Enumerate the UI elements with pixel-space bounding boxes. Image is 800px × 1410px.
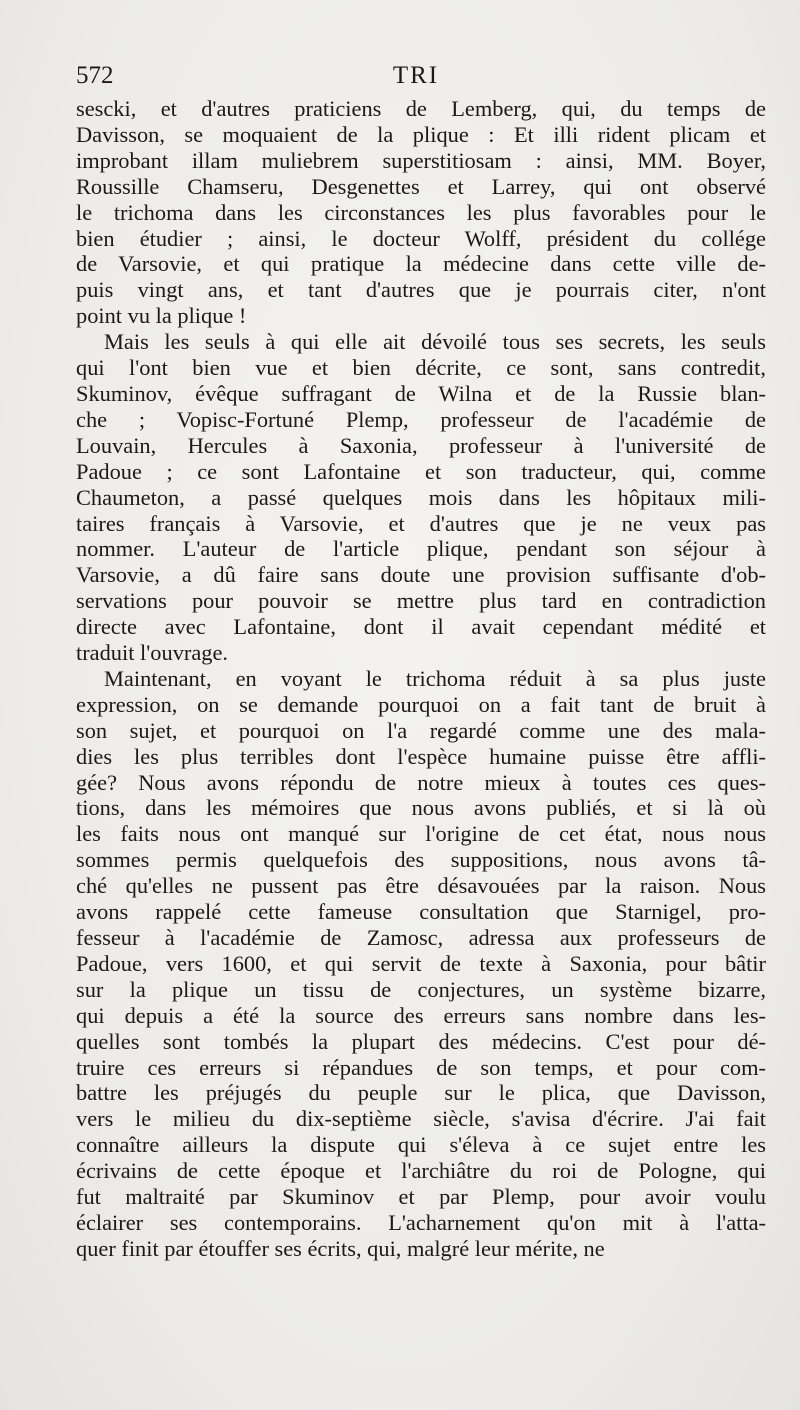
text-line: Louvain, Hercules à Saxonia, professeur à l'université de bbox=[76, 432, 766, 458]
text-line: truire ces erreurs si répandues de son temps, et pour com- bbox=[76, 1054, 766, 1080]
text-line: puis vingt ans, et tant d'autres que je pourrais citer, n'ont bbox=[76, 277, 766, 303]
text-line: Mais les seuls à qui elle ait dévoilé tous ses secrets, les seuls bbox=[104, 329, 766, 355]
text-line: vers le milieu du dix-septième siècle, s'avisa d'écrire. J'ai fait bbox=[76, 1106, 766, 1132]
paragraph bbox=[76, 329, 766, 666]
text-line: qui depuis a été la source des erreurs sans nombre dans les- bbox=[76, 1002, 766, 1028]
text-line: quelles sont tombés la plupart des médecins. C'est pour dé- bbox=[76, 1028, 766, 1054]
text-line: sescki, et d'autres praticiens de Lemberg, qui, du temps de bbox=[76, 96, 766, 121]
text-line: Varsovie, a dû faire sans doute une provision suffisante d'ob- bbox=[76, 562, 766, 588]
text-line: Skuminov, évêque suffragant de Wilna et de la Russie blan- bbox=[76, 380, 766, 406]
paragraph bbox=[76, 666, 766, 1262]
text-line: che ; Vopisc-Fortuné Plemp, professeur de l'académie de bbox=[76, 406, 766, 432]
text-line: Padoue ; ce sont Lafontaine et son traducteur, qui, comme bbox=[76, 458, 766, 484]
text-line: le trichoma dans les circonstances les plus favorables pour le bbox=[76, 199, 766, 225]
text-line: quer finit par étouffer ses écrits, qui, malgré leur mérite, ne bbox=[76, 1235, 605, 1261]
body-text bbox=[76, 96, 766, 1262]
text-line: gée? Nous avons répondu de notre mieux à toutes ces ques- bbox=[76, 769, 766, 795]
text-line: nommer. L'auteur de l'article plique, pendant son séjour à bbox=[76, 536, 766, 562]
text-line: battre les préjugés du peuple sur le plica, que Davisson, bbox=[76, 1080, 766, 1106]
text-line: son sujet, et pourquoi on l'a regardé comme une des mala- bbox=[76, 717, 766, 743]
text-line: fut maltraité par Skuminov et par Plemp, pour avoir voulu bbox=[76, 1184, 766, 1210]
text-line: éclairer ses contemporains. L'acharnement qu'on mit à l'atta- bbox=[76, 1209, 766, 1235]
text-line: de Varsovie, et qui pratique la médecine dans cette ville de- bbox=[76, 251, 766, 277]
text-line: Davisson, se moquaient de la plique : Et illi rident plicam et bbox=[76, 121, 766, 147]
text-line: les faits nous ont manqué sur l'origine de cet état, nous nous bbox=[76, 821, 766, 847]
page-header bbox=[76, 62, 756, 92]
text-line: ché qu'elles ne pussent pas être désavouées par la raison. Nous bbox=[76, 873, 766, 899]
text-line: taires français à Varsovie, et d'autres que je ne veux pas bbox=[76, 510, 766, 536]
text-line: directe avec Lafontaine, dont il avait cependant médité et bbox=[76, 614, 766, 640]
text-line: écrivains de cette époque et l'archiâtre du roi de Pologne, qui bbox=[76, 1158, 766, 1184]
text-line: Padoue, vers 1600, et qui servit de texte à Saxonia, pour bâtir bbox=[76, 950, 766, 976]
text-line: bien étudier ; ainsi, le docteur Wolff, président du collége bbox=[76, 225, 766, 251]
text-line: connaître ailleurs la dispute qui s'éleva à ce sujet entre les bbox=[76, 1132, 766, 1158]
text-line: sur la plique un tissu de conjectures, un système bizarre, bbox=[76, 976, 766, 1002]
running-title: TRI bbox=[392, 62, 440, 89]
text-line: Roussille Chamseru, Desgenettes et Larrey, qui ont observé bbox=[76, 173, 766, 199]
text-line: expression, on se demande pourquoi on a fait tant de bruit à bbox=[76, 691, 766, 717]
paragraph bbox=[76, 96, 766, 329]
text-line: fesseur à l'académie de Zamosc, adressa aux professeurs de bbox=[76, 925, 766, 950]
text-line: qui l'ont bien vue et bien décrite, ce sont, sans contredit, bbox=[76, 355, 766, 381]
text-line: sommes permis quelquefois des suppositions, nous avons tâ- bbox=[76, 847, 766, 873]
text-line: servations pour pouvoir se mettre plus tard en contradiction bbox=[76, 588, 766, 614]
text-line: Chaumeton, a passé quelques mois dans les hôpitaux mili- bbox=[76, 484, 766, 510]
text-line: Maintenant, en voyant le trichoma réduit à sa plus juste bbox=[104, 665, 766, 691]
text-line: avons rappelé cette fameuse consultation que Starnigel, pro- bbox=[76, 899, 766, 925]
text-line: dies les plus terribles dont l'espèce humaine puisse être affli- bbox=[76, 743, 766, 769]
text-line: improbant illam muliebrem superstitiosam : ainsi, MM. Boyer, bbox=[76, 147, 766, 173]
text-line: traduit l'ouvrage. bbox=[76, 640, 229, 666]
page-number: 572 bbox=[76, 62, 114, 89]
text-line: tions, dans les mémoires que nous avons publiés, et si là où bbox=[76, 795, 766, 821]
text-line: point vu la plique ! bbox=[76, 303, 247, 329]
